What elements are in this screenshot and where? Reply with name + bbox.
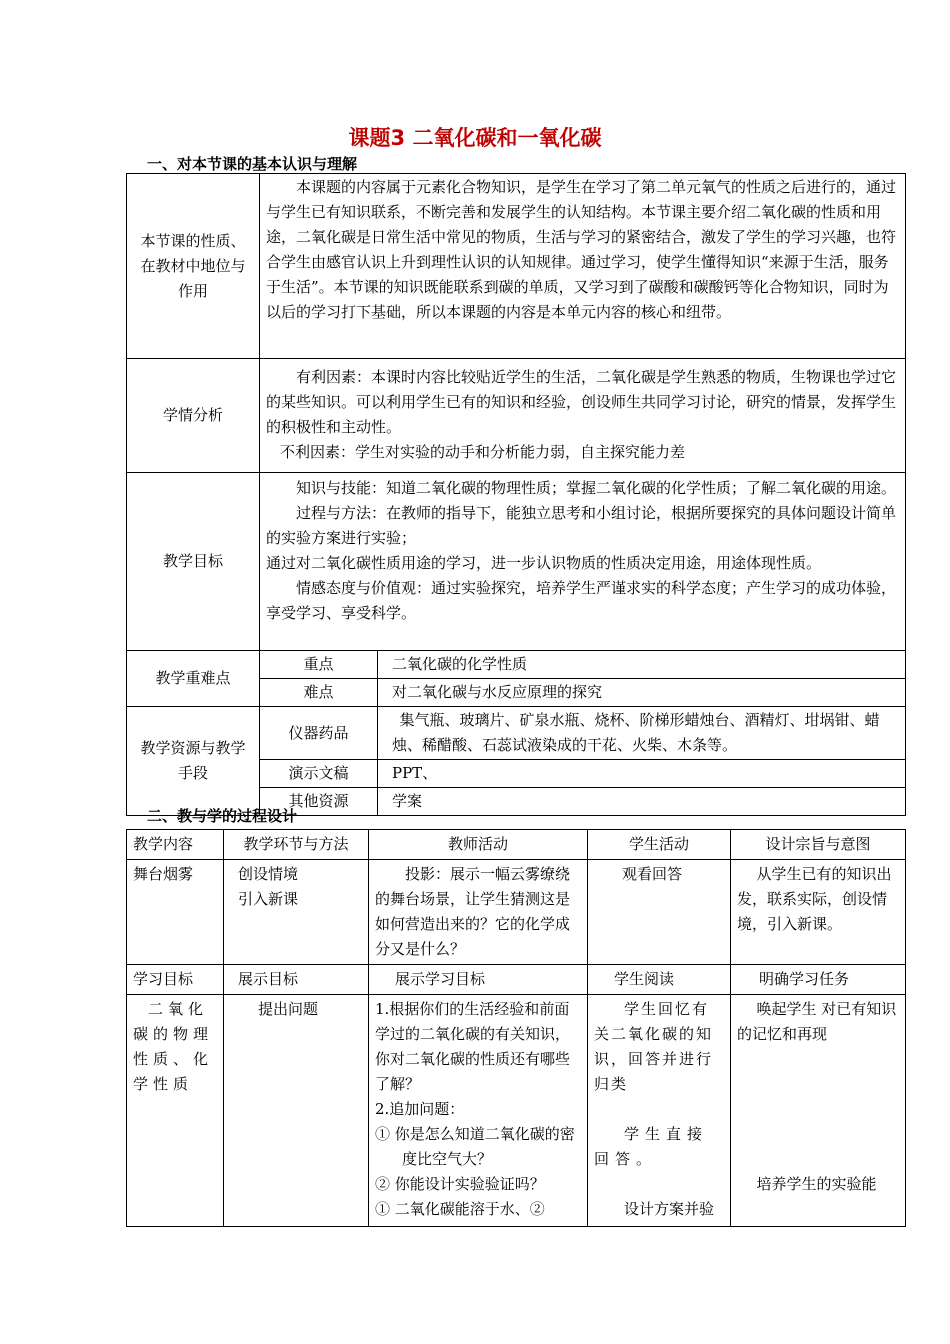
cell-teacher: 投影：展示一幅云雾缭绕的舞台场景，让学生猜测这是如何营造出来的？它的化学成分又是什么？ xyxy=(369,860,588,965)
column-header-intent: 设计宗旨与意图 xyxy=(731,830,906,860)
unfavorable-factors: 不利因素：学生对实验的动手和分析能力弱，自主探究能力差 xyxy=(280,443,686,461)
cell-teacher: 1.根据你们的生活经验和前面学过的二氧化碳的有关知识，你对二氧化碳的性质还有哪些了解？ 2.追加问题： ① 你是怎么知道二氧化碳的密度比空气大？ ② 你能设计实验验证吗？ ① 二氧化碳能溶于水、② xyxy=(369,995,588,1227)
goal-process-continued: 通过对二氧化碳性质用途的学习，进一步认识物质的性质决定用途，用途体现性质。 xyxy=(266,554,822,572)
cell-method: 创设情境 引入新课 xyxy=(224,860,369,965)
column-header-content: 教学内容 xyxy=(127,830,224,860)
favorable-factors: 有利因素：本课时内容比较贴近学生的生活，二氧化碳是学生熟悉的物质，生物课也学过它的某些知识。可以利用学生已有的知识和经验，创设师生共同学习讨论，研究的情景，发挥学生的积极性和主动性。 xyxy=(266,368,897,436)
table-row xyxy=(127,473,906,651)
difficulty-value: 对二氧化碳与水反应原理的探究 xyxy=(378,679,906,707)
table-row xyxy=(127,359,906,473)
cell-method: 提出问题 xyxy=(224,995,369,1227)
section-heading-basic-understanding: 一、对本节课的基本认识与理解 xyxy=(147,155,358,173)
cell-teacher: 展示学习目标 xyxy=(369,965,588,995)
row-label-analysis: 学情分析 xyxy=(127,359,260,473)
row-label-keypoints: 教学重难点 xyxy=(127,651,260,707)
process-design-table xyxy=(126,829,906,1227)
cell-intent: 唤起学生 对已有知识的记忆和再现 培养学生的实验能 xyxy=(731,995,906,1227)
focus-label: 重点 xyxy=(260,651,378,679)
instruments-value: 集气瓶、玻璃片、矿泉水瓶、烧杯、阶梯形蜡烛台、酒精灯、坩埚钳、蜡烛、稀醋酸、石蕊试液染成的干花、火柴、木条等。 xyxy=(378,707,906,760)
instruments-label: 仪器药品 xyxy=(260,707,378,760)
table-row xyxy=(127,860,906,965)
table-row xyxy=(127,995,906,1227)
row-label-resources: 教学资源与教学手段 xyxy=(127,707,260,816)
table-row xyxy=(127,651,906,679)
section-heading-process-design: 二、教与学的过程设计 xyxy=(147,807,298,825)
cell-student: 观看回答 xyxy=(588,860,731,965)
page-title: 课题3 二氧化碳和一氧化碳 xyxy=(348,126,602,150)
column-header-teacher: 教师活动 xyxy=(369,830,588,860)
cell-intent: 明确学习任务 xyxy=(731,965,906,995)
goal-knowledge: 知识与技能：知道二氧化碳的物理性质；掌握二氧化碳的化学性质；了解二氧化碳的用途。 xyxy=(296,479,897,497)
status-paragraph: 本课题的内容属于元素化合物知识，是学生在学习了第二单元氧气的性质之后进行的，通过与学生已有知识联系，不断完善和发展学生的认知结构。本节课主要介绍二氧化碳的性质和用途，二氧化碳是日常生活中常见的物质，生活与学习的紧密结合，激发了学生的学习兴趣，也符合学生由感官认识上升到理性认识的认知规律。通过学习，使学生懂得知识“来源于生活，服务于生活”。本节课的知识既能联系到碳的单质，又学习到了碳酸和碳酸钙等化合物知识，同时为以后的学习打下基础，所以本课题的内容是本单元内容的核心和纽带。 xyxy=(266,178,897,321)
goal-emotion: 情感态度与价值观：通过实验探究，培养学生严谨求实的科学态度；产生学习的成功体验，享受学习、享受科学。 xyxy=(266,579,897,622)
cell-student: 学生回忆有关二氧化碳的知识，回答并进行归类 学生直接回答。 设计方案并验 xyxy=(588,995,731,1227)
cell-intent: 从学生已有的知识出发，联系实际，创设情境，引入新课。 xyxy=(731,860,906,965)
status-text-cell xyxy=(260,174,906,359)
focus-value: 二氧化碳的化学性质 xyxy=(378,651,906,679)
other-label: 其他资源 xyxy=(260,788,378,816)
slides-label: 演示文稿 xyxy=(260,760,378,788)
column-header-student: 学生活动 xyxy=(588,830,731,860)
other-value: 学案 xyxy=(378,788,906,816)
cell-student: 学生阅读 xyxy=(588,965,731,995)
table-row xyxy=(127,965,906,995)
cell-method: 展示目标 xyxy=(224,965,369,995)
table-row xyxy=(127,174,906,359)
goal-process: 过程与方法：在教师的指导下，能独立思考和小组讨论，根据所要探究的具体问题设计简单的实验方案进行实验； xyxy=(266,504,897,547)
cell-content: 舞台烟雾 xyxy=(127,860,224,965)
cell-content: 学习目标 xyxy=(127,965,224,995)
cell-content: 二氧化碳的物理性质、化学性质 xyxy=(127,995,224,1227)
row-label-status: 本节课的性质、在教材中地位与作用 xyxy=(127,174,260,359)
analysis-text-cell xyxy=(260,359,906,473)
table-header-row xyxy=(127,830,906,860)
goals-text-cell xyxy=(260,473,906,651)
basic-understanding-table xyxy=(126,173,906,816)
difficulty-label: 难点 xyxy=(260,679,378,707)
column-header-method: 教学环节与方法 xyxy=(224,830,369,860)
table-row xyxy=(127,707,906,760)
slides-value: PPT、 xyxy=(378,760,906,788)
row-label-goals: 教学目标 xyxy=(127,473,260,651)
